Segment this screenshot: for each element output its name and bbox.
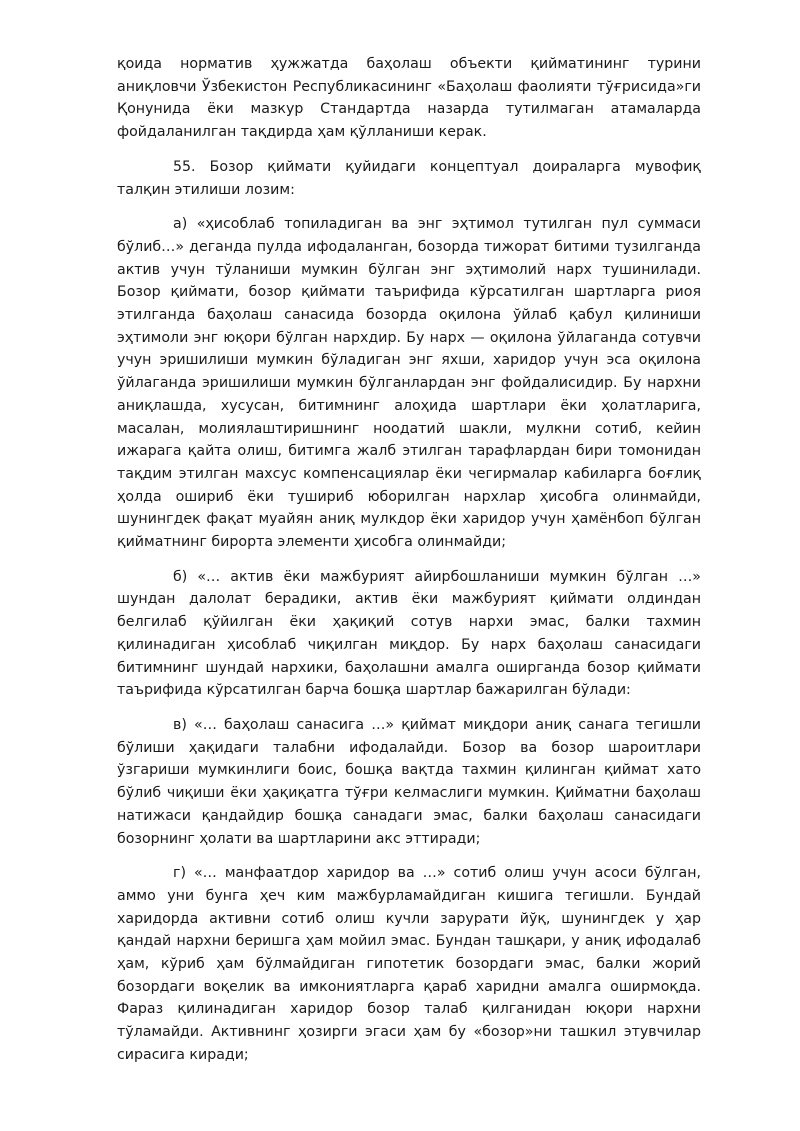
- paragraph-g: г) «… манфаатдор харидор ва …» сотиб олиш учун асоси бўлган, аммо уни бунга ҳеч ким мажбурламайдиган кишига тегишли. Бундай харидорда активни сотиб олиш кучли зарурати йўқ, шунингдек у ҳар қандай нархни беришга ҳам мойил эмас. Бундан ташқари, у аниқ ифодалаб ҳам, кўриб ҳам бўлмайдиган гипотетик бозордаги эмас, балки жорий бозордаги воқелик ва имкониятларга қараб харидни амалга оширмоқда. Фараз қилинадиган харидор бозор талаб қилганидан юқори нархни тўламайди. Активнинг ҳозирги эгаси ҳам бу «бозор»ни ташкил этувчилар сирасига киради;: [117, 865, 701, 1063]
- paragraph-b: б) «… актив ёки мажбурият айирбошланиши мумкин бўлган …» шундан далолат берадики, актив ёки мажбурият қиймати олдиндан белгилаб қўйилган ёки ҳақиқий сотув нархи эмас, балки тахмин қилинадиган ҳисоблаб чиқилган миқдор. Бу нарх баҳолаш санасидаги битимнинг шундай нархики, баҳолашни амалга оширганда бозор қиймати таърифида кўрсатилган барча бошқа шартлар бажарилган бўлади:: [117, 568, 701, 699]
- paragraph-55: 55. Бозор қиймати қуйидаги концептуал доираларга мувофиқ талқин этилиши лозим:: [117, 158, 701, 198]
- paragraph-v: в) «… баҳолаш санасига …» қиймат миқдори аниқ санага тегишли бўлиши ҳақидаги талабни ифодалайди. Бозор ва бозор шароитлари ўзгариши мумкинлиги боис, бошқа вақтда тахмин қилинган қиймат хато бўлиб чиқиши ёки ҳақиқатга тўғри келмаслиги мумкин. Қийматни баҳолаш натижаси қандайдир бошқа санадаги эмас, балки баҳолаш санасидаги бозорнинг ҳолати ва шартларини акс эттиради;: [117, 716, 701, 847]
- document-page: [117, 53, 701, 1079]
- paragraph-continuation: қоида норматив ҳужжатда баҳолаш объекти қийматининг турини аниқловчи Ўзбекистон Республикасининг «Баҳолаш фаолияти тўғрисида»ги Қонунида ёки мазкур Стандартда назарда тутилмаган атамаларда фойдаланилган тақдирда ҳам қўлланиши керак.: [117, 56, 701, 141]
- paragraph-a: а) «ҳисоблаб топиладиган ва энг эҳтимол тутилган пул суммаси бўлиб…» деганда пулда ифодаланган, бозорда тижорат битими тузилганда актив учун тўланиши мумкин бўлган энг эҳтимолий нарх тушинилади. Бозор қиймати, бозор қиймати таърифида кўрсатилган шартларга риоя этилганда баҳолаш санасида бозорда оқилона ўйлаб қабул қилиниши эҳтимоли энг юқори бўлган нархдир. Бу нарх — оқилона ўйлаганда сотувчи учун эришилиши мумкин бўладиган энг яхши, харидор учун эса оқилона ўйлаганда эришилиши мумкин бўлганлардан энг фойдалисидир. Бу нархни аниқлашда, хусусан, битимнинг алоҳида шартлари ёки ҳолатларига, масалан, молиялаштиришнинг ноодатий шакли, мулкни сотиб, кейин ижарага қайта олиш, битимга жалб этилган тарафлардан бири томонидан тақдим этилган махсус компенсациялар ёки чегирмалар кабиларга боғлиқ ҳолда ошириб ёки тушириб юборилган нархлар ҳисобга олинмайди, шунингдек фақат муайян аниқ мулкдор ёки харидор учун ҳамёнбоп бўлган қийматнинг бирорта элементи ҳисобга олинмайди;: [117, 216, 701, 551]
